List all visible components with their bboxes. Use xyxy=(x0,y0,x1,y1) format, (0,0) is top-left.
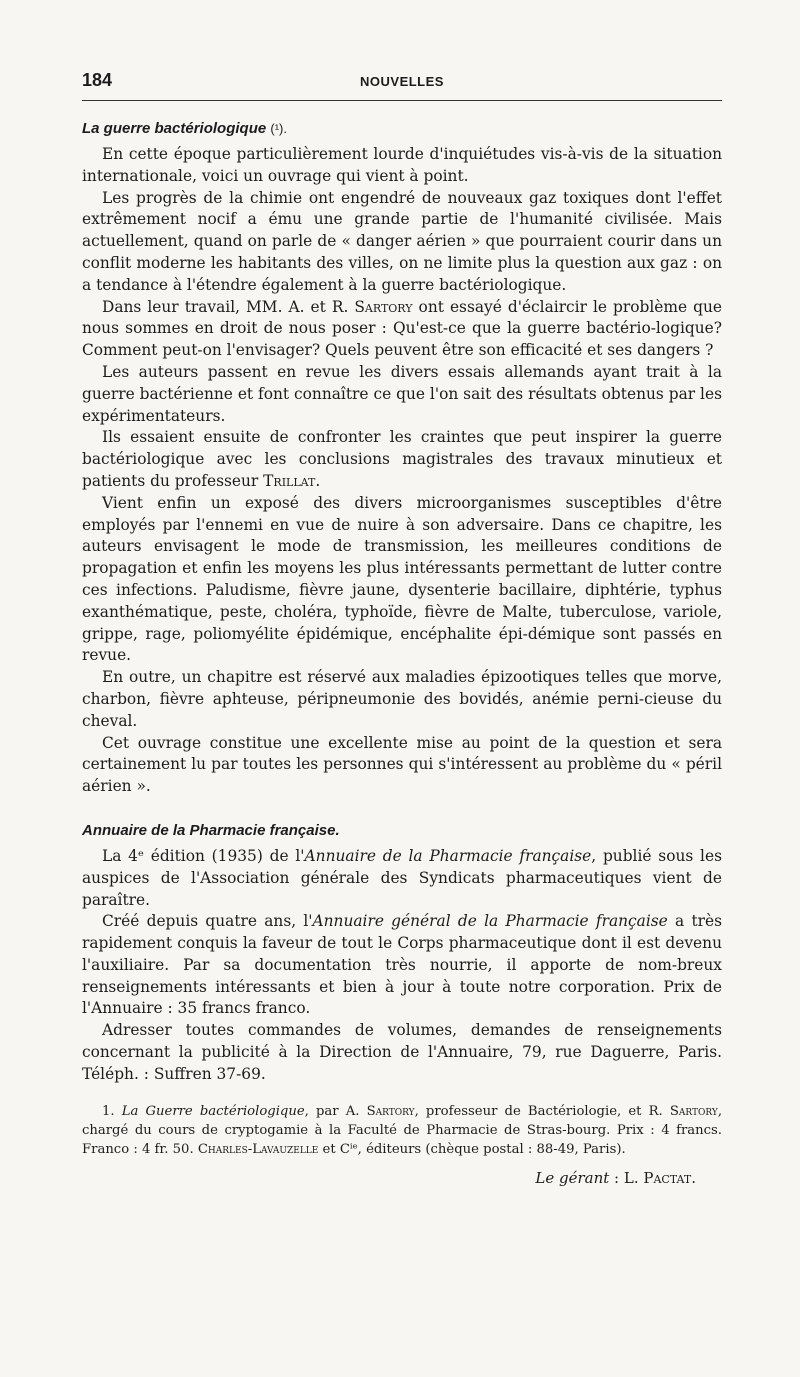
paragraph: En outre, un chapitre est réservé aux maladies épizootiques telles que morve, charbon, fièvre aphteuse, péripneumonie des bovidés, anémie perni-cieuse du cheval. xyxy=(82,668,722,730)
paragraph: Créé depuis quatre ans, l'Annuaire général de la Pharmacie française a très rapidement conquis la faveur de tout le Corps pharmaceutique dont il est devenu l'auxiliaire. Par sa documentation très nourrie, il apporte de nom-breux renseignements intéressants et bien à jour à toute notre corporation. Prix de l'Annuaire : 35 francs franco. xyxy=(82,912,722,1018)
section-annuaire xyxy=(82,818,722,1086)
footnote xyxy=(82,1102,722,1159)
footnote-text: 1. La Guerre bactériologique, par A. Sartory, professeur de Bactériologie, et R. Sartory, chargé du cours de cryptogamie à la Faculté de Pharmacie de Stras-bourg. Prix : 4 francs. Franco : 4 fr. 50. Charles-Lavauzelle et Cⁱᵉ, éditeurs (chèque postal : 88-49, Paris). xyxy=(82,1103,723,1157)
paragraph: Vient enfin un exposé des divers microorganismes susceptibles d'être employés par l'ennemi en vue de nuire à son adversaire. Dans ce chapitre, les auteurs envisagent le mode de transmission, les meilleures conditions de propagation et enfin les moyens les plus intéressants permettant de lutter contre ces infections. Paludisme, fièvre jaune, dysenterie bacillaire, diphtérie, typhus exanthématique, peste, choléra, typhoïde, fièvre de Malte, tuberculose, variole, grippe, rage, poliomyélite épidémique, encéphalite épi-démique sont passés en revue. xyxy=(82,493,722,665)
author-name: Sartory xyxy=(354,297,413,316)
running-head: NOUVELLES xyxy=(360,74,444,89)
section-title: La guerre bactériologique (¹). xyxy=(82,120,287,137)
article-body xyxy=(82,116,722,1187)
paragraph: Cet ouvrage constitue une excellente mise au point de la question et sera certainement lu par toutes les personnes qui s'intéressent au problème du « péril aérien ». xyxy=(82,733,722,796)
section-guerre-bacteriologique xyxy=(82,116,722,798)
author-name: Trillat xyxy=(263,471,316,490)
paragraph: En cette époque particulièrement lourde d'inquiétudes vis-à-vis de la situation internationale, voici un ouvrage qui vient à point. xyxy=(82,145,722,185)
page-number: 184 xyxy=(82,70,113,90)
footnote-reference: (¹). xyxy=(270,121,287,136)
paragraph: La 4ᵉ édition (1935) de l'Annuaire de la Pharmacie française, publié sous les auspices de l'Association générale des Syndicats pharmaceutiques vient de paraître. xyxy=(82,846,722,909)
paragraph: Dans leur travail, MM. A. et R. Sartory ont essayé d'éclaircir le problème que nous sommes en droit de nous poser : Qu'est-ce que la guerre bactério-logique? Comment peut-on l'envisager? Quels peuvent être son efficacité et ses dangers ? xyxy=(82,297,723,360)
paragraph: Les progrès de la chimie ont engendré de nouveaux gaz toxiques dont l'effet extrêmement nocif a ému une grande partie de l'humanité civilisée. Mais actuellement, quand on parle de « danger aérien » que pourraient courir dans un conflit moderne les habitants des villes, on ne limite plus la question aux gaz : on a tendance à l'étendre également à la guerre bactériologique. xyxy=(82,188,722,294)
paragraph: Les auteurs passent en revue les divers essais allemands ayant trait à la guerre bactérienne et font connaître ce que l'on sait des résultats obtenus par les expérimentateurs. xyxy=(82,362,722,425)
signature: Le gérant : L. Pactat. xyxy=(535,1168,696,1187)
paragraph: Ils essaient ensuite de confronter les craintes que peut inspirer la guerre bactériologique avec les conclusions magistrales des travaux minutieux et patients du professeur Trillat. xyxy=(82,428,722,490)
page-header xyxy=(82,70,722,101)
paragraph: Adresser toutes commandes de volumes, demandes de renseignements concernant la publicité à la Direction de l'Annuaire, 79, rue Daguerre, Paris. Téléph. : Suffren 37-69. xyxy=(82,1021,722,1083)
section-title: Annuaire de la Pharmacie française. xyxy=(82,821,340,839)
